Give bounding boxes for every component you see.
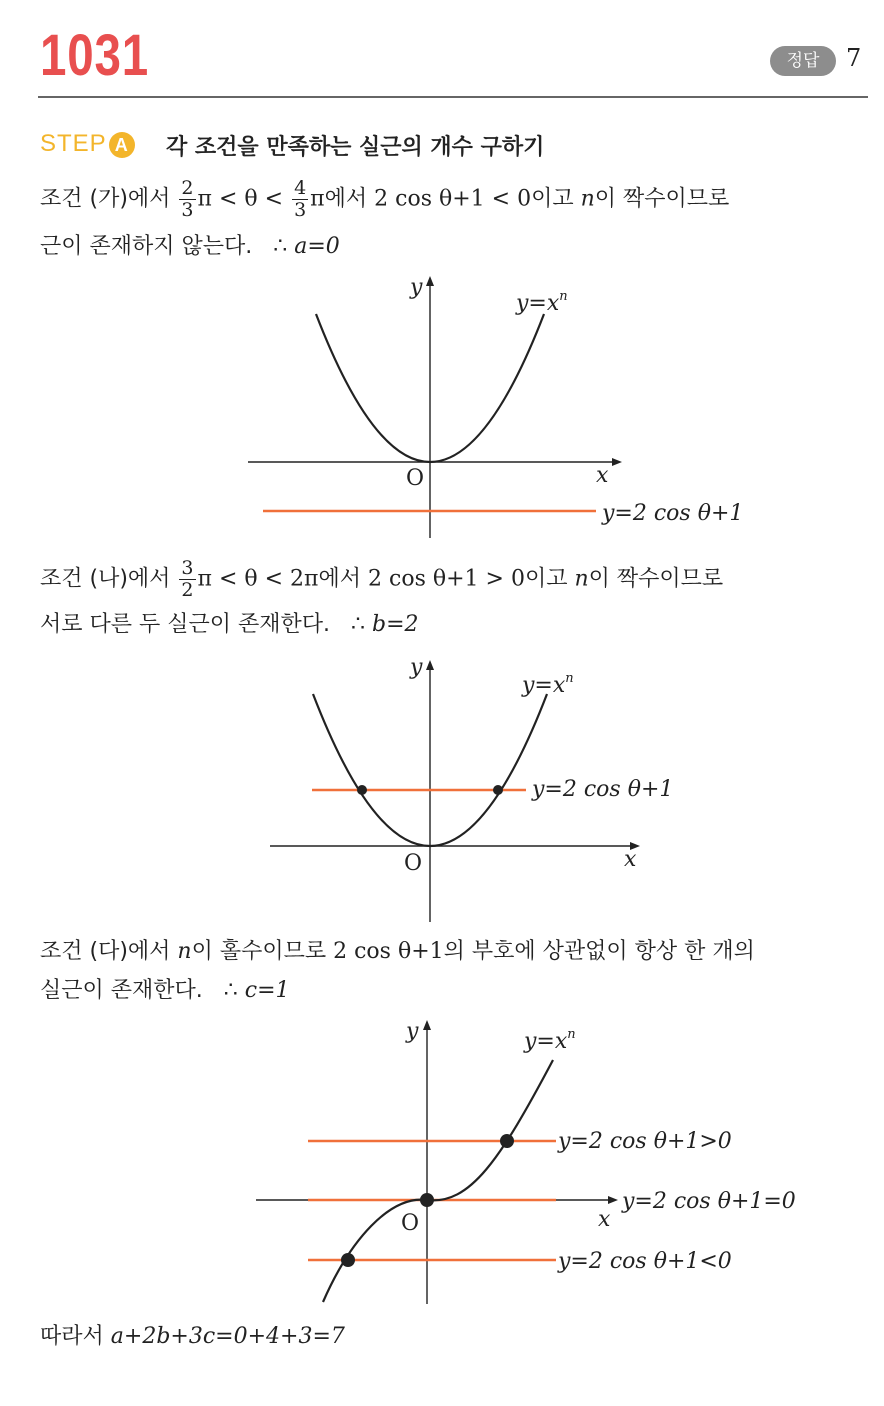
case-c-line1: 조건 (다)에서 n이 홀수이므로 2 cos θ+1의 부호에 상관없이 항상 한 개의 (40, 939, 755, 964)
curve-label: $y=x^n$ (524, 1027, 576, 1054)
case-c-line2: 실근이 존재한다. ∴ c=1 (40, 978, 290, 1003)
line-negative-label: y=2 cos θ+1<0 (558, 1249, 732, 1274)
y-axis-arrow (426, 276, 434, 286)
case-b-line2: 서로 다른 두 실근이 존재한다. ∴ b=2 (40, 612, 419, 637)
step-label-text: STEP (40, 130, 107, 157)
intersection-point-left (357, 785, 367, 795)
fraction: $\frac{4}{3}$ (294, 177, 307, 221)
y-axis-arrow (423, 1020, 431, 1030)
x-axis-label: x (596, 463, 609, 488)
case-a-line1: 조건 (가)에서 $\frac{2}{3}$ π < θ < $\frac{4}{3}$ π에서 2 cos θ+1 < 0이고 n이 짝수이므로 (40, 177, 730, 221)
line-positive-label: y=2 cos θ+1>0 (558, 1129, 732, 1154)
header-divider (38, 96, 868, 98)
origin-label: O (401, 1211, 420, 1236)
y-axis-label: y (406, 1019, 419, 1044)
line-zero-label: y=2 cos θ+1=0 (622, 1189, 796, 1214)
fraction: $\frac{2}{3}$ (181, 177, 194, 221)
answer-badge: 정답 (770, 46, 836, 76)
intersection-positive (500, 1134, 514, 1148)
curve-label: $y=x^n$ (516, 289, 568, 316)
curve-label: $y=x^n$ (522, 671, 574, 698)
case-b-line1: 조건 (나)에서 $\frac{3}{2}$ π < θ < 2π에서 2 cos θ+1 > 0이고 n이 짝수이므로 (40, 557, 724, 601)
line-label: y=2 cos θ+1 (532, 777, 674, 802)
conclusion: 따라서 a+2b+3c=0+4+3=7 (40, 1324, 345, 1349)
line-label: y=2 cos θ+1 (602, 501, 744, 526)
graph-b (0, 650, 884, 930)
fraction: $\frac{3}{2}$ (181, 557, 194, 601)
curve-y-xn (323, 1060, 553, 1302)
x-axis-label: x (598, 1207, 611, 1232)
step-title: 각 조건을 만족하는 실근의 개수 구하기 (166, 135, 545, 160)
y-axis-label: y (410, 655, 423, 680)
y-axis-arrow (426, 660, 434, 670)
x-axis-arrow (608, 1196, 618, 1204)
graph-a (0, 270, 884, 550)
origin-label: O (404, 851, 423, 876)
case-a-line2: 근이 존재하지 않는다. ∴ a=0 (40, 234, 340, 259)
x-axis-arrow (612, 458, 622, 466)
origin-label: O (406, 466, 425, 491)
y-axis-label: y (410, 275, 423, 300)
graph-c (0, 1010, 884, 1310)
intersection-zero (420, 1193, 434, 1207)
intersection-negative (341, 1253, 355, 1267)
step-label (40, 130, 135, 158)
x-axis-label: x (624, 847, 637, 872)
intersection-point-right (493, 785, 503, 795)
step-letter-badge: A (109, 132, 135, 158)
answer-value: 7 (846, 44, 862, 72)
problem-number: 1031 (40, 23, 150, 88)
